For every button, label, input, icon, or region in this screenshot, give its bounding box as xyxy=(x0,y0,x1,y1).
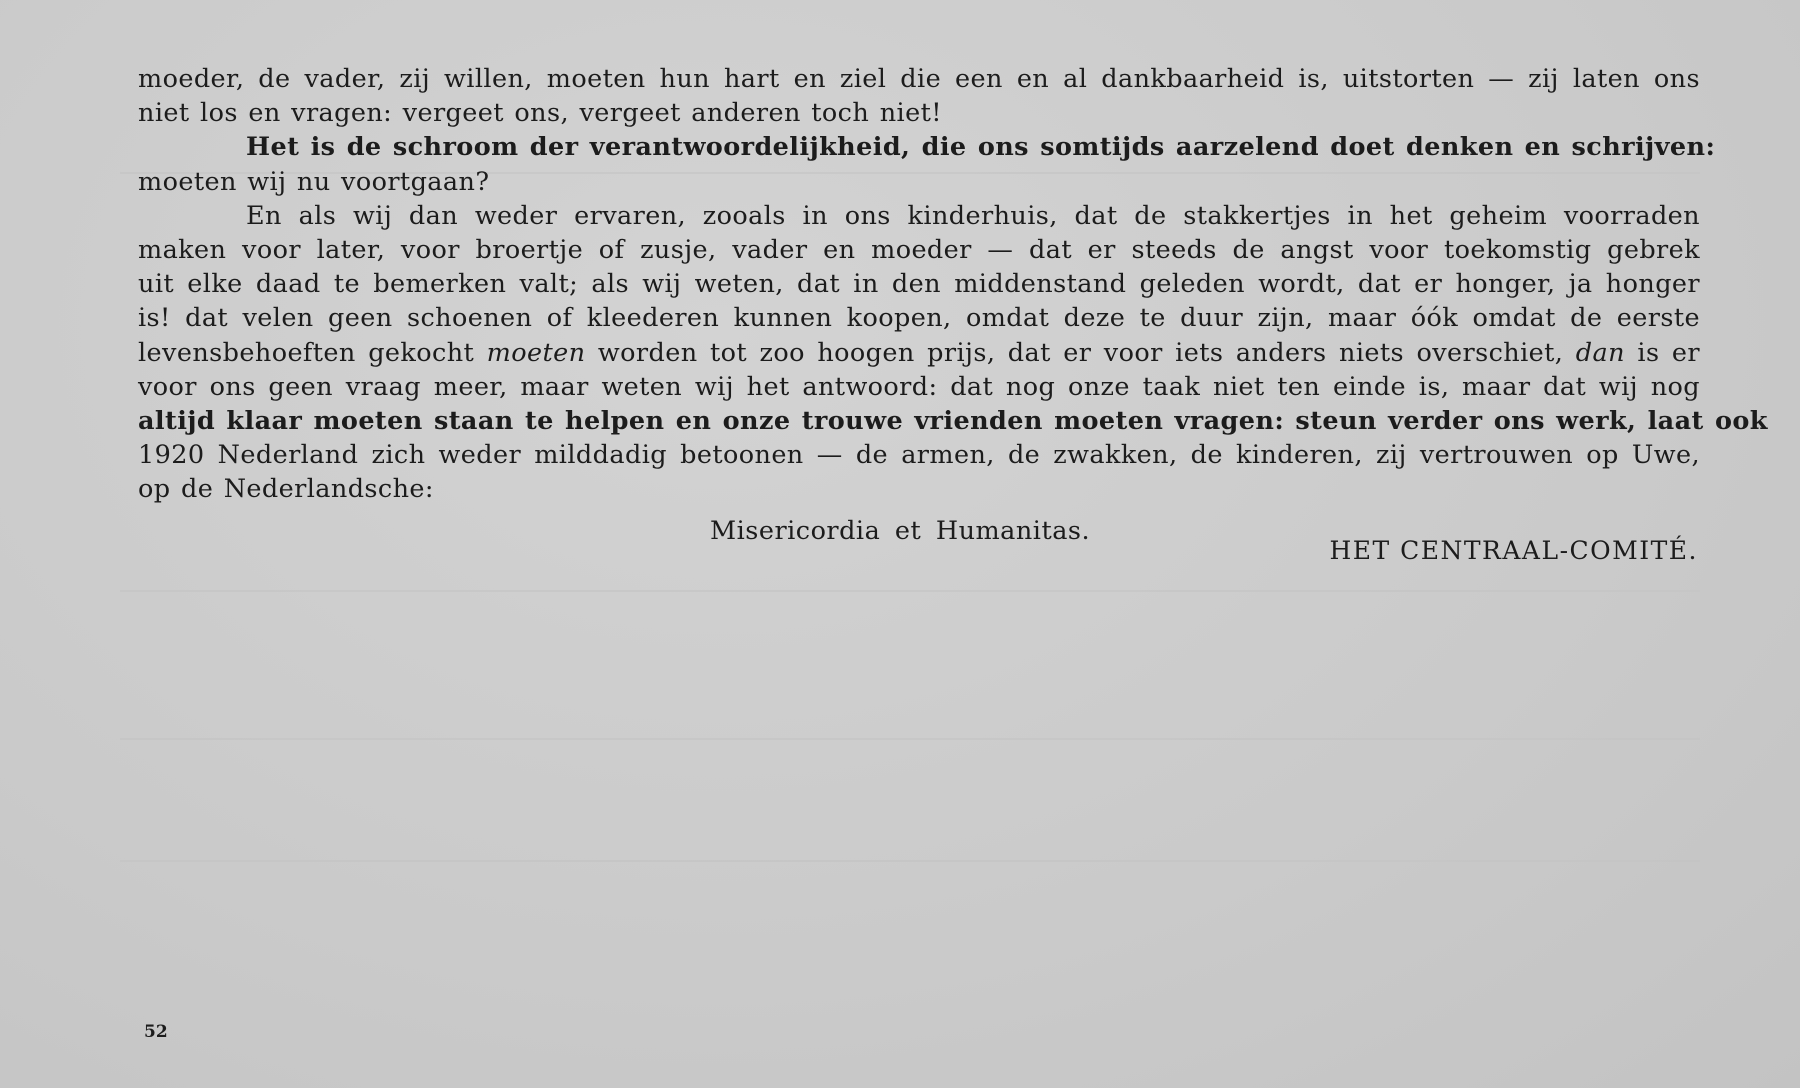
motto: Misericordia et Humanitas. xyxy=(710,516,1091,546)
text-segment: is er xyxy=(1624,337,1701,368)
text-line xyxy=(138,336,1700,370)
text-line: uit elke daad te bemerken valt; als wij weten, dat in den middenstand geleden wordt, dat er honger, ja honger xyxy=(138,269,1700,300)
text-line: moeder, de vader, zij willen, moeten hun hart en ziel die een en al dankbaarheid is, uitstorten — zij laten ons xyxy=(138,64,1700,94)
bleed-through-line xyxy=(120,738,1700,740)
italic-word: moeten xyxy=(486,337,586,368)
bleed-through-line xyxy=(120,860,1700,862)
body-text xyxy=(138,62,1768,506)
text-line: niet los en vragen: vergeet ons, vergeet anderen toch niet! xyxy=(138,98,942,129)
text-line: altijd klaar moeten staan te helpen en onze trouwe vrienden moeten vragen: steun verder ons werk, laat ook xyxy=(138,405,1768,436)
text-segment: worden tot zoo hoogen prijs, dat er voor iets anders niets overschiet, xyxy=(585,337,1576,368)
text-segment: levensbehoeften gekocht xyxy=(138,337,487,368)
text-line: voor ons geen vraag meer, maar weten wij het antwoord: dat nog onze taak niet ten einde is, maar dat wij nog xyxy=(138,371,1700,402)
text-line: moeten wij nu voortgaan? xyxy=(138,166,490,197)
text-line: En als wij dan weder ervaren, zooals in ons kinderhuis, dat de stakkertjes in het geheim voorraden xyxy=(246,200,1700,231)
text-line: maken voor later, voor broertje of zusje, vader en moeder — dat er steeds de angst voor toekomstig gebrek xyxy=(138,234,1700,265)
signature: HET CENTRAAL-COMITÉ. xyxy=(1329,536,1698,565)
page-number: 52 xyxy=(144,1022,168,1042)
bleed-through-line xyxy=(120,590,1700,592)
text-line: Het is de schroom der verantwoordelijkheid, die ons somtijds aarzelend doet denken en schrijven: xyxy=(246,132,1716,163)
text-line: op de Nederlandsche: xyxy=(138,474,434,505)
text-line: 1920 Nederland zich weder milddadig betoonen — de armen, de zwakken, de kinderen, zij vertrouwen op Uwe, xyxy=(138,440,1700,471)
italic-word: dan xyxy=(1575,337,1625,368)
text-line: is! dat velen geen schoenen of kleederen kunnen koopen, omdat deze te duur zijn, maar óók omdat de eerste xyxy=(138,303,1700,334)
